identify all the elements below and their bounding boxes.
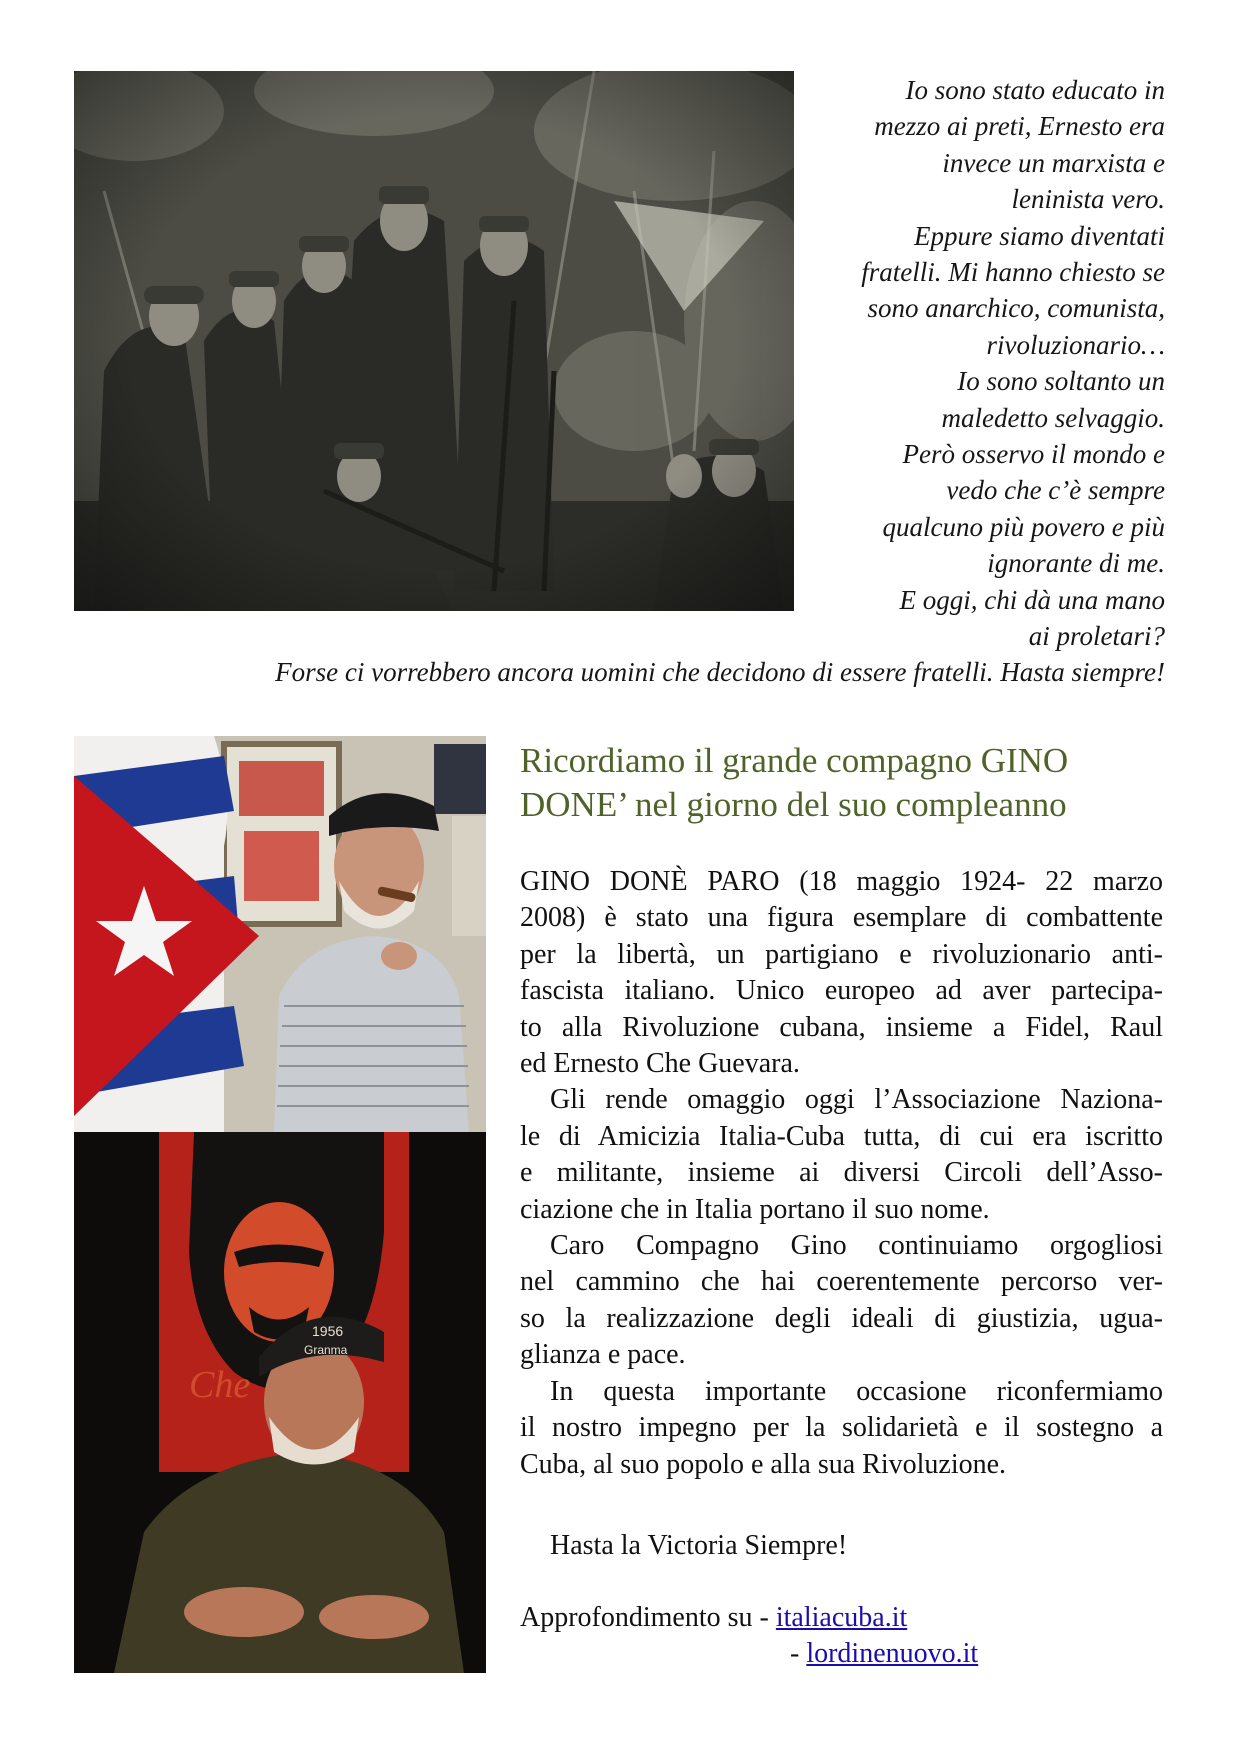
article-line: il nostro impegno per la solidarietà e il sostegno a — [520, 1412, 1163, 1444]
quote-last-line: Forse ci vorrebbero ancora uomini che decidono di essere fratelli. Hasta siempre! — [275, 657, 1165, 687]
article-line: 2008) è stato una figura esemplare di combattente — [520, 902, 1163, 934]
article-line: In questa importante occasione riconfermiamo — [550, 1375, 1163, 1407]
further-reading-label: Approfondimento su - — [520, 1602, 776, 1633]
article-line: e militante, insieme ai diversi Circoli dell’Asso- — [520, 1157, 1163, 1189]
quote-line: Eppure siamo diventati — [914, 220, 1165, 251]
gino-che-poster-photo — [74, 1132, 486, 1673]
article-line: Cuba, al suo popolo e alla sua Rivoluzione. — [520, 1448, 1007, 1480]
quote-line: sono anarchico, comunista, — [867, 293, 1165, 324]
quote-line: rivoluzionario… — [986, 329, 1165, 360]
quote-line: vedo che c’è sempre — [946, 475, 1165, 506]
gino-cuban-flag-photo — [74, 736, 486, 1132]
cap-badge-text: 1956 — [312, 1323, 344, 1339]
article-line: ciazione che in Italia portano il suo nome. — [520, 1193, 990, 1225]
link-italiacuba[interactable]: italiacuba.it — [775, 1602, 908, 1633]
quote-line: mezzo ai preti, Ernesto era — [874, 111, 1165, 142]
quote-block — [790, 72, 1165, 655]
quote-line: Però osservo il mondo e — [902, 439, 1165, 470]
quote-line: leninista vero. — [1011, 184, 1165, 215]
guerrilla-photo-art — [74, 71, 794, 611]
guerrilla-group-photo — [74, 71, 794, 611]
article-line: le di Amicizia Italia-Cuba tutta, di cui era iscritto — [520, 1120, 1163, 1152]
article-line: so la realizzazione degli ideali di giustizia, ugua- — [520, 1302, 1163, 1334]
poster-signature: Che — [189, 1364, 251, 1406]
article-line: fascista italiano. Unico europeo ad aver partecipa- — [520, 975, 1163, 1007]
article-line: glianza e pace. — [520, 1339, 686, 1371]
link-lordinenuovo[interactable]: lordinenuovo.it — [806, 1638, 979, 1670]
quote-line: maledetto selvaggio. — [941, 402, 1165, 433]
article-line: per la libertà, un partigiano e rivoluzionario anti- — [520, 938, 1163, 970]
cap-text: Granma — [304, 1343, 348, 1357]
article-headline — [520, 739, 1160, 827]
article-line: Gli rende omaggio oggi l’Associazione Naziona- — [550, 1084, 1163, 1116]
quote-line: Io sono stato educato in — [905, 75, 1165, 105]
article-line: ed Ernesto Che Guevara. — [520, 1048, 800, 1080]
headline-line: DONE’ nel giorno del suo compleanno — [520, 785, 1067, 824]
quote-line: qualcuno più povero e più — [882, 511, 1165, 542]
further-reading — [520, 1600, 978, 1673]
dash-separator: - — [790, 1638, 807, 1670]
quote-line: ai proletari? — [1028, 621, 1165, 652]
closing-line: Hasta la Victoria Siempre! — [550, 1530, 848, 1561]
article-line: GINO DONÈ PARO (18 maggio 1924- 22 marzo — [520, 866, 1163, 897]
article-body — [520, 864, 1163, 1483]
quote-line: E oggi, chi dà una mano — [899, 584, 1165, 615]
article-line: Caro Compagno Gino continuiamo orgogliosi — [550, 1230, 1163, 1262]
quote-line: ignorante di me. — [987, 548, 1165, 579]
quote-line: invece un marxista e — [942, 147, 1165, 178]
quote-line: Io sono soltanto un — [957, 366, 1165, 397]
headline-line: Ricordiamo il grande compagno GINO — [520, 741, 1069, 780]
article-line: nel cammino che hai coerentemente percorso ver- — [520, 1266, 1163, 1298]
quote-line: fratelli. Mi hanno chiesto se — [861, 257, 1165, 288]
article-line: to alla Rivoluzione cubana, insieme a Fidel, Raul — [520, 1011, 1163, 1043]
gino-che-photo-art — [74, 1132, 486, 1673]
gino-flag-photo-art — [74, 736, 486, 1132]
further-reading-row2 — [520, 1636, 978, 1672]
